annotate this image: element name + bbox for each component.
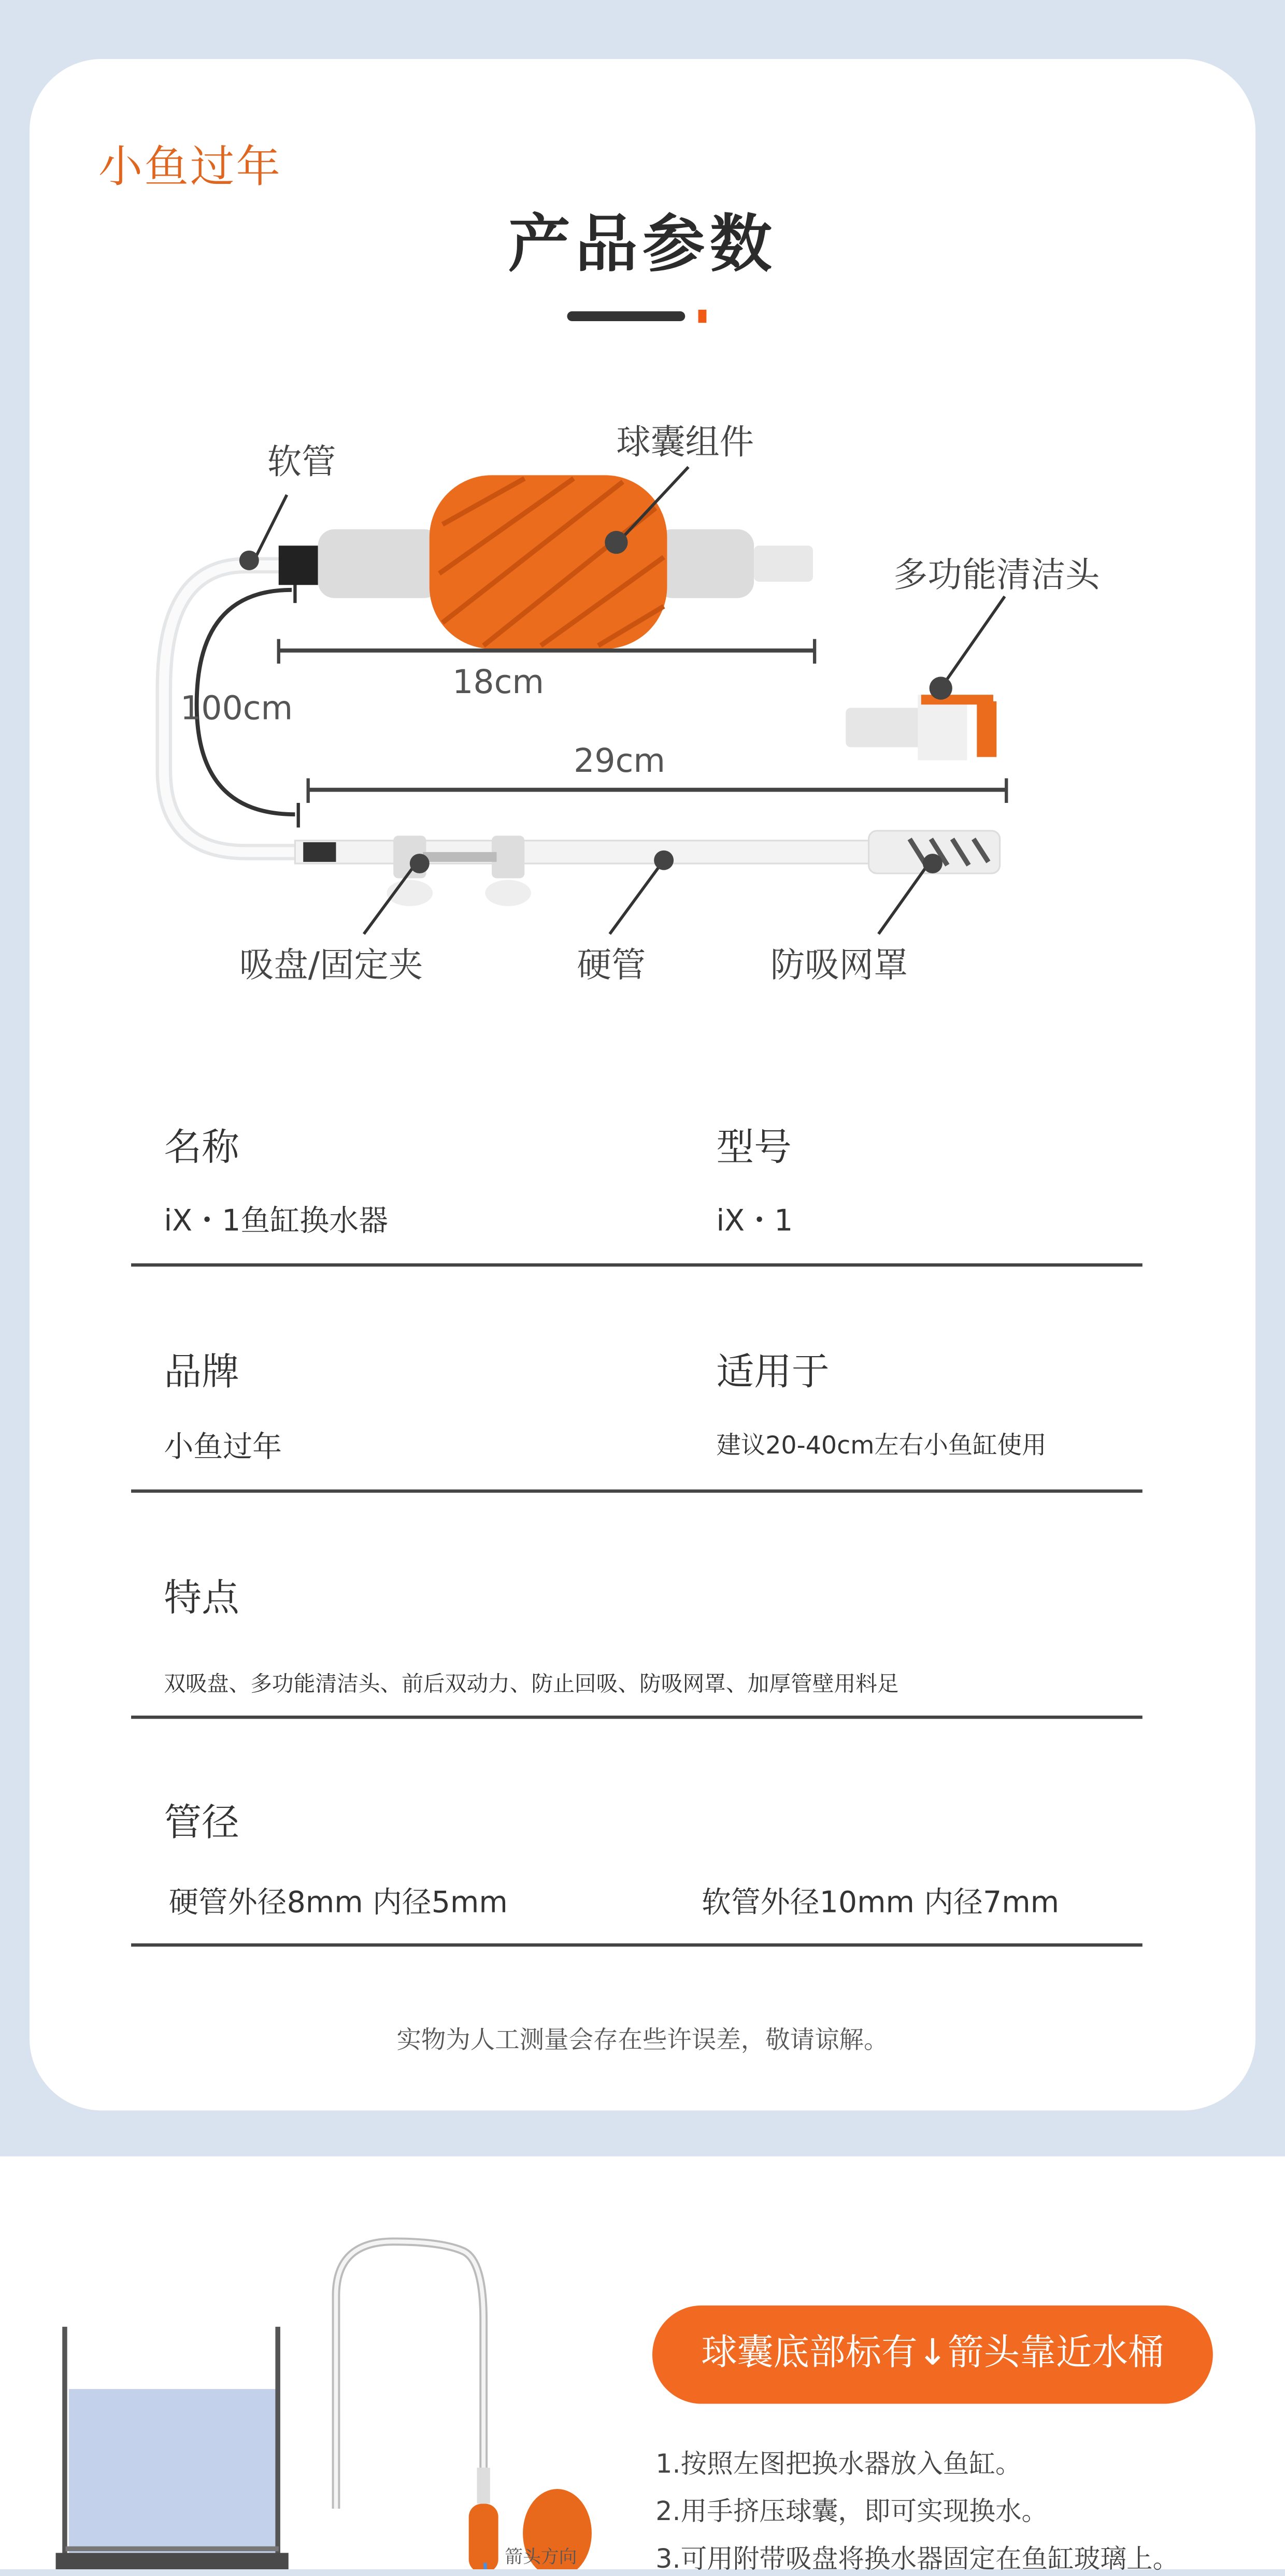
tank-floor bbox=[66, 2546, 279, 2551]
divider bbox=[131, 1263, 1143, 1267]
tank-wall bbox=[275, 2327, 280, 2556]
tube bbox=[336, 2241, 483, 2509]
spec-label-model: 型号 bbox=[716, 1127, 792, 1170]
callout-dot bbox=[930, 677, 952, 699]
spec-value-suitable: 建议20-40cm左右小鱼缸使用 bbox=[716, 1430, 1047, 1460]
footnote: 实物为人工测量会存在些许误差，敬请谅解。 bbox=[396, 2025, 889, 2055]
tube-highlight bbox=[336, 2241, 483, 2509]
product-diagram bbox=[0, 0, 1285, 1048]
spec-value-brand: 小鱼过年 bbox=[164, 1430, 282, 1465]
spec-label-features: 特点 bbox=[164, 1578, 239, 1621]
usage-step: 1.按照左图把换水器放入鱼缸。 bbox=[655, 2448, 1022, 2480]
label-mesh-guard: 防吸网罩 bbox=[770, 945, 908, 985]
brand-logo: 小鱼过年 bbox=[98, 142, 282, 194]
divider bbox=[131, 1944, 1143, 1947]
suction-cup bbox=[485, 880, 531, 906]
spec-label-brand: 品牌 bbox=[164, 1351, 239, 1394]
tank-base bbox=[56, 2553, 289, 2569]
spec-value-soft-tube: 软管外径10mm 内径7mm bbox=[701, 1886, 1060, 1921]
divider bbox=[131, 1716, 1143, 1719]
spec-value-hard-tube: 硬管外径8mm 内径5mm bbox=[168, 1886, 508, 1921]
spec-label-suitable: 适用于 bbox=[716, 1351, 830, 1394]
cleaning-head-brush bbox=[977, 701, 996, 757]
tube-connector bbox=[477, 2468, 490, 2504]
label-soft-tube: 软管 bbox=[267, 442, 336, 482]
callout-dot bbox=[654, 851, 674, 870]
callout-dot bbox=[410, 854, 430, 873]
callout-dot bbox=[239, 551, 259, 570]
spec-label-diameter: 管径 bbox=[164, 1802, 239, 1845]
tube-connector bbox=[279, 545, 318, 585]
bulb-outlet bbox=[754, 545, 813, 582]
spec-value-features: 双吸盘、多功能清洁头、前后双动力、防止回吸、防吸网罩、加厚管壁用料足 bbox=[164, 1673, 899, 1698]
tank-wall bbox=[62, 2327, 67, 2556]
bulb bbox=[430, 475, 667, 649]
bulb-cap-left bbox=[318, 529, 441, 598]
spec-value-name: iX・1鱼缸换水器 bbox=[164, 1204, 389, 1239]
dim-bulb-length: 18cm bbox=[452, 661, 545, 701]
usage-illustration bbox=[0, 2156, 655, 2569]
tank-water bbox=[69, 2389, 279, 2553]
spec-value-model: iX・1 bbox=[716, 1204, 793, 1239]
dim-hard-tube-length: 29cm bbox=[574, 740, 666, 780]
callout-dot bbox=[923, 854, 943, 873]
usage-banner: 球囊底部标有↓箭头靠近水桶 bbox=[652, 2306, 1213, 2404]
label-bulb-assembly: 球囊组件 bbox=[616, 423, 754, 463]
divider bbox=[131, 1489, 1143, 1492]
usage-step: 3.可用附带吸盘将换水器固定在鱼缸玻璃上。 bbox=[655, 2543, 1179, 2574]
clip-bar bbox=[423, 852, 496, 862]
tube-connector bbox=[303, 842, 336, 862]
label-suction-clip: 吸盘/固定夹 bbox=[239, 945, 423, 985]
usage-step: 2.用手挤压球囊，即可实现换水。 bbox=[655, 2495, 1048, 2527]
label-hard-tube: 硬管 bbox=[577, 945, 646, 985]
page-title: 产品参数 bbox=[508, 208, 777, 280]
hard-tube bbox=[295, 841, 868, 864]
arrow-direction-label: 箭头方向 bbox=[505, 2546, 577, 2568]
bulb-cap-right bbox=[655, 529, 754, 598]
dim-soft-tube-length: 100cm bbox=[180, 688, 293, 728]
label-cleaning-head: 多功能清洁头 bbox=[893, 555, 1100, 595]
bulb-icon bbox=[469, 2503, 498, 2569]
spec-label-name: 名称 bbox=[164, 1127, 239, 1170]
callout-dot bbox=[605, 531, 627, 554]
cleaning-head bbox=[846, 708, 927, 747]
